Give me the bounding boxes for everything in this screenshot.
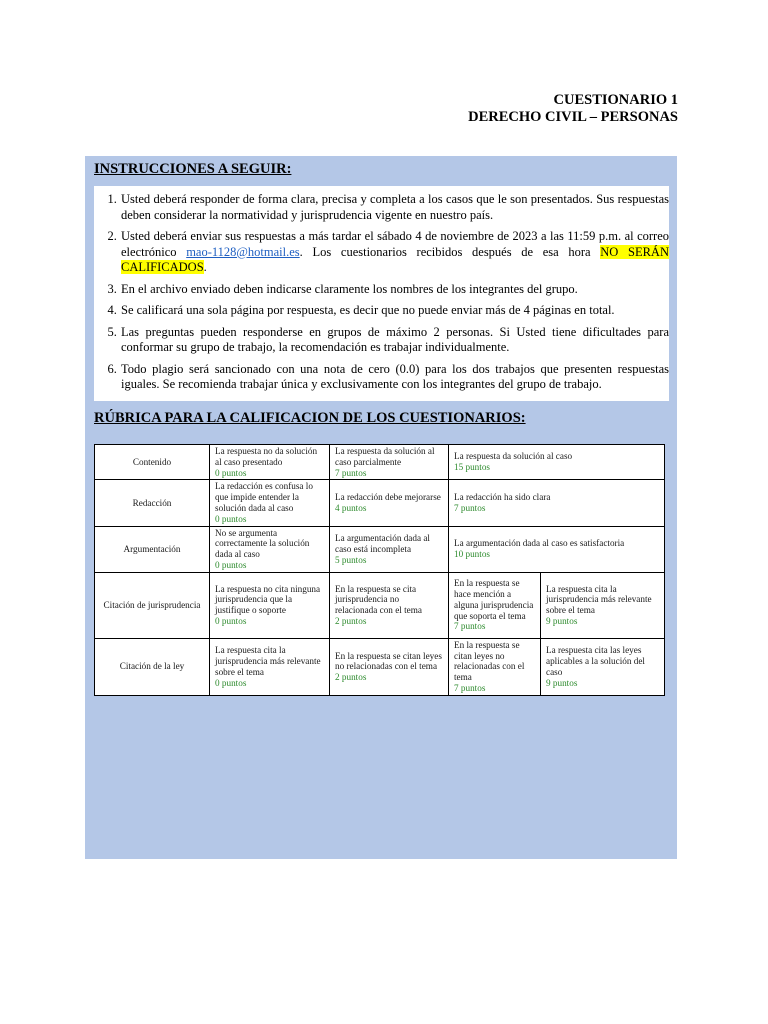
rubric-cell bbox=[210, 480, 330, 526]
rubric-cell bbox=[449, 638, 541, 695]
criterion-label: Redacción bbox=[95, 480, 210, 526]
rubric-cell bbox=[449, 480, 665, 526]
cell-points: 9 puntos bbox=[546, 677, 578, 688]
criterion-label: Contenido bbox=[95, 445, 210, 480]
cell-points: 0 puntos bbox=[215, 616, 247, 627]
instruction-item: 4. Se calificará una sola página por respuesta, es decir que no puede enviar más de 4 páginas en total. bbox=[120, 303, 669, 319]
cell-text: La argumentación dada al caso está incompleta bbox=[335, 532, 430, 554]
criterion-label: Citación de la ley bbox=[95, 638, 210, 695]
cell-text: La redacción debe mejorarse bbox=[335, 492, 441, 503]
cell-points: 2 puntos bbox=[335, 616, 367, 627]
instructions-title: INSTRUCCIONES A SEGUIR: bbox=[94, 161, 292, 177]
course-title: DERECHO CIVIL – PERSONAS bbox=[468, 109, 678, 125]
rubric-cell bbox=[330, 445, 449, 480]
rubric-row-argumentacion bbox=[95, 526, 665, 572]
content-panel bbox=[85, 156, 677, 859]
cell-text: La respuesta no cita ninguna jurisprudencia que la justifique o soporte bbox=[215, 583, 321, 616]
instruction-text: . bbox=[203, 260, 207, 274]
cell-text: La respuesta cita la jurisprudencia más relevante sobre el tema bbox=[546, 583, 652, 616]
cell-text: La respuesta da solución al caso parcialmente bbox=[335, 446, 435, 467]
cell-points: 9 puntos bbox=[546, 616, 578, 627]
cell-text: La respuesta cita las leyes aplicables a la solución del caso bbox=[546, 645, 645, 677]
rubric-cell bbox=[210, 526, 330, 572]
cell-text: La respuesta no da solución al caso presentado bbox=[215, 446, 318, 467]
instruction-text: . Los cuestionarios recibidos después de esa hora bbox=[299, 244, 601, 259]
rubric-cell bbox=[541, 572, 665, 638]
cell-points: 7 puntos bbox=[454, 621, 486, 632]
criterion-label: Citación de jurisprudencia bbox=[95, 572, 210, 638]
cell-points: 7 puntos bbox=[454, 682, 486, 693]
cell-text: En la respuesta se citan leyes no relacionadas con el tema bbox=[335, 650, 442, 672]
cell-text: La respuesta cita la jurisprudencia más relevante sobre el tema bbox=[215, 645, 321, 677]
rubric-cell bbox=[210, 638, 330, 695]
cell-points: 5 puntos bbox=[335, 554, 367, 565]
rubric-table bbox=[94, 444, 665, 696]
document-header bbox=[468, 92, 678, 126]
rubric-cell bbox=[210, 572, 330, 638]
instruction-text: Usted deberá enviar sus respuestas a más tardar el sábado 4 de noviembre de 2023 a las 11:59 p.m. al correo electrónico bbox=[121, 229, 669, 259]
cell-points: 10 puntos bbox=[454, 549, 490, 560]
cell-text: La redacción es confusa lo que impide entender la solución dada al caso bbox=[215, 481, 313, 513]
cell-text: No se argumenta correctamente la solución dada al caso bbox=[215, 527, 310, 560]
instructions-box bbox=[94, 186, 669, 401]
instruction-item: 5. Las preguntas pueden responderse en grupos de máximo 2 personas. Si Usted tiene dificultades para conformar su grupo de trabajo, la recomendación es trabajar individualmente. bbox=[120, 325, 669, 356]
rubric-cell bbox=[330, 480, 449, 526]
rubric-row-contenido bbox=[95, 445, 665, 480]
rubric-cell bbox=[330, 526, 449, 572]
cell-text: La argumentación dada al caso es satisfactoria bbox=[454, 538, 625, 549]
rubric-cell bbox=[330, 638, 449, 695]
cell-points: 7 puntos bbox=[454, 502, 486, 513]
rubric-cell bbox=[330, 572, 449, 638]
cell-text: En la respuesta se hace mención a alguna jurisprudencia que soporta el tema bbox=[454, 578, 534, 621]
cell-points: 15 puntos bbox=[454, 462, 490, 473]
rubric-row-redaccion bbox=[95, 480, 665, 526]
cell-points: 0 puntos bbox=[215, 513, 247, 524]
rubric-row-ley bbox=[95, 638, 665, 695]
rubric-cell bbox=[449, 526, 665, 572]
cell-points: 0 puntos bbox=[215, 559, 247, 570]
cell-points: 7 puntos bbox=[335, 467, 367, 478]
cell-text: En la respuesta se citan leyes no relacionadas con el tema bbox=[454, 639, 525, 683]
cell-text: La respuesta da solución al caso bbox=[454, 451, 573, 462]
cell-points: 0 puntos bbox=[215, 677, 247, 688]
email-link[interactable]: mao-1128@hotmail.es bbox=[186, 244, 300, 259]
instruction-item bbox=[120, 229, 669, 276]
instructions-list bbox=[94, 192, 669, 393]
instruction-item: 6. Todo plagio será sancionado con una nota de cero (0.0) para los dos trabajos que presenten respuestas iguales. Se recomienda trabajar única y exclusivamente con los integrantes del grupo de trabajo. bbox=[120, 362, 669, 393]
rubric-title: RÚBRICA PARA LA CALIFICACION DE LOS CUESTIONARIOS: bbox=[94, 410, 526, 426]
cell-points: 2 puntos bbox=[335, 672, 367, 683]
rubric-row-jurisprudencia bbox=[95, 572, 665, 638]
rubric-cell bbox=[449, 445, 665, 480]
cell-text: En la respuesta se cita jurisprudencia no relacionada con el tema bbox=[335, 583, 422, 616]
highlighted-warning: NO SERÁN CALIFICADOS bbox=[121, 244, 669, 274]
cell-text: La redacción ha sido clara bbox=[454, 492, 551, 503]
cell-points: 4 puntos bbox=[335, 502, 367, 513]
quiz-title: CUESTIONARIO 1 bbox=[553, 92, 678, 108]
instruction-item: 1. Usted deberá responder de forma clara, precisa y completa a los casos que le son presentados. Sus respuestas deben considerar la normatividad y jurisprudencia vigente en nuestro país. bbox=[120, 192, 669, 223]
rubric-cell bbox=[449, 572, 541, 638]
criterion-label: Argumentación bbox=[95, 526, 210, 572]
instruction-item: 3. En el archivo enviado deben indicarse claramente los nombres de los integrantes del grupo. bbox=[120, 282, 669, 298]
rubric-cell bbox=[541, 638, 665, 695]
rubric-cell bbox=[210, 445, 330, 480]
cell-points: 0 puntos bbox=[215, 467, 247, 478]
